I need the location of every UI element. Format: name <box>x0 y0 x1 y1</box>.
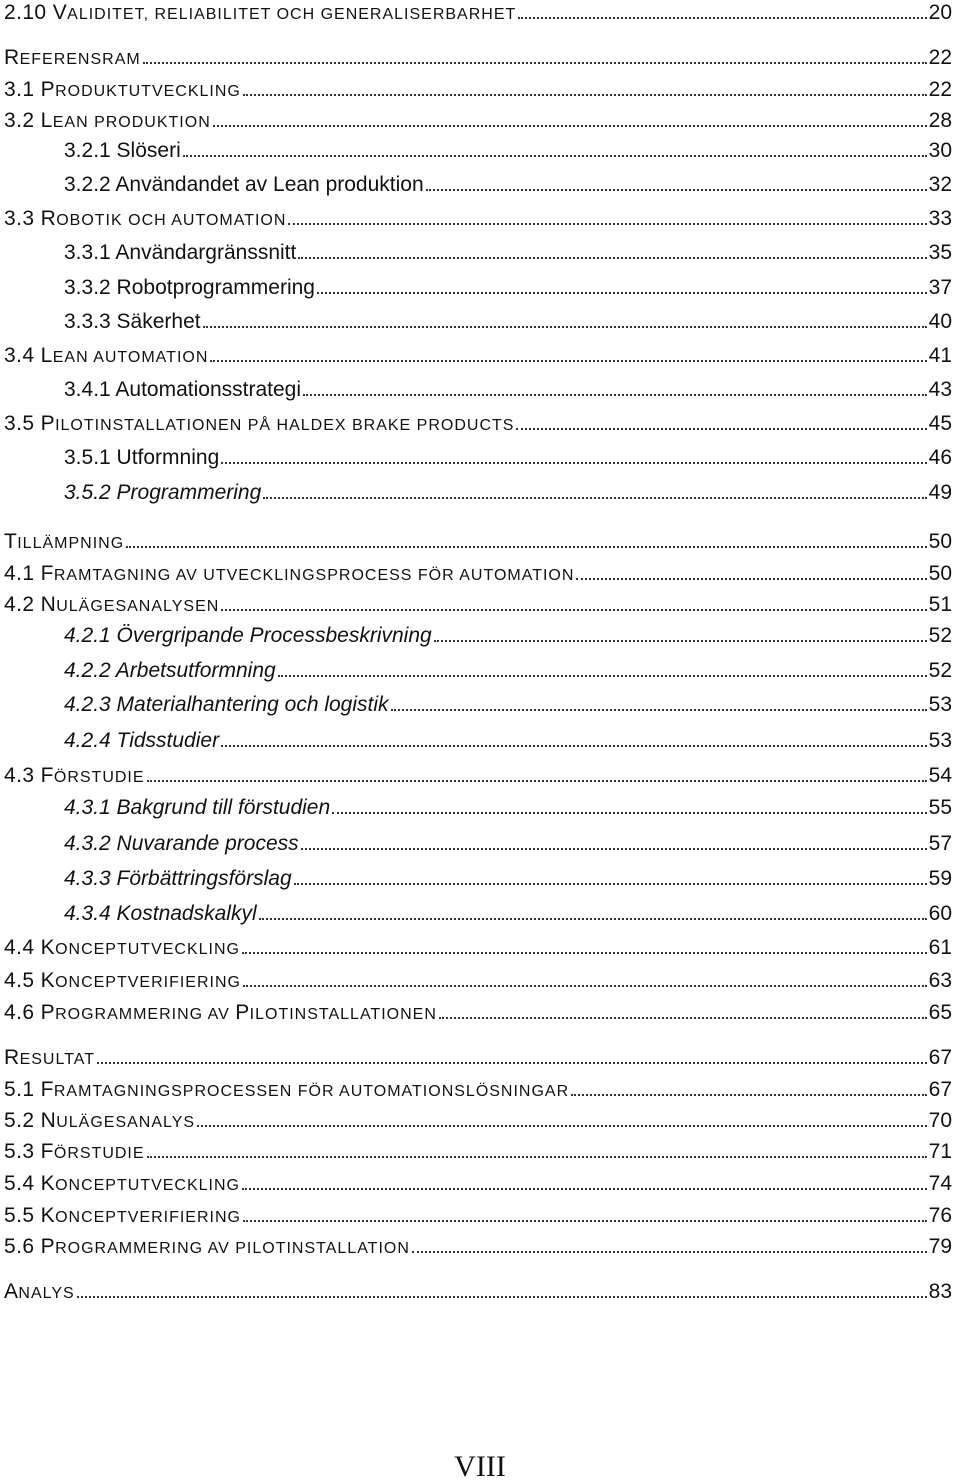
toc-entry-number: 5.6 <box>4 1235 41 1258</box>
dot-leader <box>143 62 927 64</box>
toc-entry-label <box>64 482 261 503</box>
toc-entry-initial: P <box>40 78 56 101</box>
toc-entry-label <box>4 1047 95 1068</box>
toc-entry-number: 3.4 <box>4 344 41 367</box>
toc-entry-title: Förbättringsförslag <box>116 867 292 890</box>
toc-entry-number: 3.3 <box>4 207 41 230</box>
toc-entry-number: 4.6 <box>4 1001 41 1024</box>
toc-entry-number: 4.3 <box>4 764 41 787</box>
toc-entry-label <box>4 345 208 366</box>
toc-entry-number: 4.2.1 <box>64 624 117 647</box>
toc-entry-page: 45 <box>928 412 952 435</box>
toc-entry-initial: K <box>40 936 56 959</box>
toc-entry-number: 5.5 <box>4 1204 41 1227</box>
dot-leader <box>412 1251 927 1253</box>
toc-entry-title: EAN AUTOMATION <box>52 349 209 366</box>
dot-leader <box>203 326 927 328</box>
toc-entry[interactable] <box>64 625 952 646</box>
toc-entry[interactable] <box>4 1047 952 1068</box>
toc-entry-number: 3.3.3 <box>64 310 117 333</box>
toc-entry-initial: P <box>235 1001 250 1024</box>
dot-leader <box>332 812 926 814</box>
toc-entry-label <box>4 594 219 615</box>
toc-entry-number: 3.2.2 <box>64 173 116 196</box>
toc-entry-label <box>64 379 301 400</box>
toc-entry-title: ONCEPTVERIFIERING <box>55 974 241 991</box>
toc-entry[interactable] <box>4 110 952 131</box>
toc-entry[interactable] <box>4 970 952 991</box>
toc-entry[interactable] <box>64 311 952 332</box>
toc-entry-page: 54 <box>928 764 952 787</box>
toc-entry-label <box>64 242 296 263</box>
toc-entry-title: OBOTIK OCH AUTOMATION <box>56 212 287 229</box>
toc-entry-page: 22 <box>928 78 952 101</box>
toc-entry-title: ULÄGESANALYS <box>56 1114 196 1131</box>
toc-entry-page: 83 <box>928 1280 952 1303</box>
dot-leader <box>213 125 927 127</box>
toc-entry[interactable] <box>4 937 952 958</box>
toc-entry-page: 20 <box>928 1 952 24</box>
toc-entry-label <box>64 311 201 332</box>
toc-entry[interactable] <box>4 345 952 366</box>
toc-entry-title: ONCEPTVERIFIERING <box>55 1209 241 1226</box>
toc-entry-title: ONCEPTUTVECKLING <box>55 941 240 958</box>
toc-entry-page: 76 <box>928 1204 952 1227</box>
toc-entry-initial: N <box>40 593 57 616</box>
toc-entry-label <box>4 47 141 68</box>
toc-entry-page: 63 <box>928 969 952 992</box>
toc-entry-label <box>64 903 257 924</box>
dot-leader <box>242 1188 927 1190</box>
toc-entry-title: RAMTAGNING AV UTVECKLINGSPROCESS FÖR AUTOMATION <box>53 567 575 584</box>
dot-leader <box>288 223 926 225</box>
toc-entry-number: 4.5 <box>4 969 41 992</box>
toc-entry-initial: P <box>40 412 56 435</box>
toc-entry-number: 4.2 <box>4 593 41 616</box>
dot-leader <box>518 17 926 19</box>
dot-leader <box>210 360 926 362</box>
toc-entry-number: 3.5.1 <box>64 446 117 469</box>
toc-entry-page: 40 <box>928 310 952 333</box>
toc-entry-page: 74 <box>928 1172 952 1195</box>
toc-entry[interactable] <box>4 765 952 786</box>
toc-entry-initial: L <box>40 344 53 367</box>
toc-entry-title: ÖRSTUDIE <box>53 769 145 786</box>
toc-entry-number: 5.1 <box>4 1078 41 1101</box>
toc-entry-title: Utformning <box>116 446 220 469</box>
toc-entry-title: ILOTINSTALLATIONEN PÅ HALDEX BRAKE PRODUCTS <box>55 417 515 434</box>
toc-entry-label <box>4 563 574 584</box>
toc-entry-page: 57 <box>928 832 952 855</box>
toc-entry-page: 71 <box>928 1140 952 1163</box>
toc-entry-initial: K <box>40 1204 56 1227</box>
toc-entry-page: 35 <box>928 241 952 264</box>
toc-entry-title: ALIDITET, RELIABILITET OCH GENERALISERBARHET <box>67 6 517 23</box>
toc-entry[interactable] <box>64 868 952 889</box>
toc-entry[interactable] <box>64 730 952 751</box>
toc-entry[interactable] <box>4 1079 952 1100</box>
toc-entry-title: ONCEPTUTVECKLING <box>55 1177 240 1194</box>
toc-entry-initial: P <box>40 1235 56 1258</box>
toc-entry-page: 67 <box>928 1078 952 1101</box>
toc-entry-label <box>4 2 516 23</box>
toc-entry-number: 4.2.4 <box>64 729 117 752</box>
toc-entry-label <box>4 1079 569 1100</box>
toc-entry-page: 53 <box>928 729 952 752</box>
dot-leader <box>243 985 927 987</box>
toc-entry-page: 33 <box>928 207 952 230</box>
dot-leader <box>97 1062 927 1064</box>
toc-entry-page: 41 <box>928 344 952 367</box>
toc-entry-title: Programmering <box>116 481 262 504</box>
dot-leader <box>278 675 927 677</box>
toc-entry[interactable] <box>4 1110 952 1131</box>
toc-entry[interactable] <box>64 174 952 195</box>
toc-entry-label <box>64 833 299 854</box>
toc-entry-initial: F <box>40 1140 54 1163</box>
toc-entry-number: 4.4 <box>4 936 41 959</box>
dot-leader <box>263 497 926 499</box>
toc-entry-page: 55 <box>928 796 952 819</box>
toc-entry-title: Kostnadskalkyl <box>116 902 257 925</box>
toc-entry-number: 4.3.4 <box>64 902 117 925</box>
dot-leader <box>576 578 926 580</box>
toc-entry-initial: F <box>40 562 54 585</box>
toc-entry-page: 52 <box>928 659 952 682</box>
toc-entry-number: 3.1 <box>4 78 41 101</box>
toc-entry-initial: F <box>40 764 54 787</box>
toc-entry-title: RODUKTUTVECKLING <box>55 83 241 100</box>
toc-entry-title: Materialhantering och logistik <box>116 693 389 716</box>
toc-entry-number: 5.2 <box>4 1109 41 1132</box>
toc-entry-label <box>64 797 330 818</box>
toc-entry-title: Tidsstudier <box>116 729 220 752</box>
toc-entry-title: ÖRSTUDIE <box>53 1145 145 1162</box>
toc-entry-page: 51 <box>928 593 952 616</box>
toc-entry-label <box>4 413 514 434</box>
toc-entry[interactable] <box>64 242 952 263</box>
dot-leader <box>294 883 927 885</box>
dot-leader <box>426 189 927 191</box>
dot-leader <box>259 918 927 920</box>
dot-leader <box>221 462 926 464</box>
toc-entry-title: ILOTINSTALLATIONEN <box>249 1006 437 1023</box>
dot-leader <box>434 640 927 642</box>
toc-entry-title: Användargränssnitt <box>115 241 297 264</box>
toc-entry-page: 46 <box>928 446 952 469</box>
toc-entry-initial: K <box>40 969 56 992</box>
dot-leader <box>221 609 926 611</box>
toc-entry-title: ULÄGESANALYSEN <box>56 598 220 615</box>
toc-entry-title: RAMTAGNINGSPROCESSEN FÖR AUTOMATIONSLÖSNINGAR <box>53 1083 570 1100</box>
toc-entry-number: 4.1 <box>4 562 41 585</box>
toc-entry-number: 4.3.2 <box>64 832 117 855</box>
toc-entry-page: 61 <box>928 936 952 959</box>
toc-entry[interactable] <box>4 1236 952 1257</box>
toc-entry-label <box>64 447 219 468</box>
toc-entry-number: 3.3.2 <box>64 276 117 299</box>
toc-entry-label <box>64 694 389 715</box>
toc-entry[interactable] <box>64 140 952 161</box>
toc-entry-page: 53 <box>928 693 952 716</box>
toc-entry-page: 28 <box>928 109 952 132</box>
toc-entry-number: 3.4.1 <box>64 378 116 401</box>
toc-entry-number: 4.3.3 <box>64 867 117 890</box>
toc-entry-label <box>64 660 276 681</box>
toc-entry[interactable] <box>64 277 952 298</box>
toc-entry-page: 49 <box>928 481 952 504</box>
toc-entry[interactable] <box>4 47 952 68</box>
toc-entry[interactable] <box>4 594 952 615</box>
dot-leader <box>243 94 927 96</box>
toc-entry-initial: K <box>40 1172 56 1195</box>
dot-leader <box>126 546 926 548</box>
toc-entry-page: 70 <box>928 1109 952 1132</box>
toc-entry-label <box>4 1236 410 1257</box>
toc-entry-label <box>64 730 219 751</box>
toc-entry-title: Slöseri <box>116 139 181 162</box>
toc-entry[interactable] <box>4 79 952 100</box>
toc-entry[interactable] <box>4 208 952 229</box>
toc-entry[interactable] <box>4 531 952 552</box>
dot-leader <box>147 780 927 782</box>
toc-entry[interactable] <box>64 379 952 400</box>
toc-entry-initial: R <box>40 207 57 230</box>
toc-entry-initial: N <box>40 1109 57 1132</box>
toc-entry-title: ROGRAMMERING AV <box>55 1006 236 1023</box>
toc-entry-page: 67 <box>928 1046 952 1069</box>
toc-entry-title: Bakgrund till förstudien <box>116 796 331 819</box>
toc-entry-label <box>4 1002 437 1023</box>
dot-leader <box>183 155 927 157</box>
toc-entry-page: 50 <box>928 530 952 553</box>
toc-entry-title: Nuvarande process <box>116 832 299 855</box>
toc-entry[interactable] <box>64 482 952 503</box>
toc-entry[interactable] <box>4 563 952 584</box>
toc-entry-initial: A <box>4 1280 19 1303</box>
toc-entry-initial: R <box>4 46 20 69</box>
toc-entry-label <box>4 937 240 958</box>
toc-entry-number: 3.3.1 <box>64 241 116 264</box>
toc-entry[interactable] <box>64 694 952 715</box>
toc-entry-label <box>64 140 181 161</box>
toc-entry[interactable] <box>4 2 952 23</box>
toc-entry-title: ESULTAT <box>19 1051 96 1068</box>
toc-entry-page: 30 <box>928 139 952 162</box>
toc-entry[interactable] <box>64 903 952 924</box>
toc-entry-initial: F <box>40 1078 54 1101</box>
toc-entry-title: Säkerhet <box>116 310 201 333</box>
toc-entry-title: EFERENSRAM <box>19 51 141 68</box>
toc-entry-page: 52 <box>928 624 952 647</box>
toc-entry-title: Användandet av Lean produktion <box>115 173 424 196</box>
toc-entry[interactable] <box>64 833 952 854</box>
toc-entry-label <box>4 1173 240 1194</box>
toc-entry-title: EAN PRODUKTION <box>52 114 211 131</box>
toc-entry-page: 79 <box>928 1235 952 1258</box>
dot-leader <box>303 394 927 396</box>
toc-entry-title: ILLÄMPNING <box>17 535 125 552</box>
toc-entry[interactable] <box>4 1002 952 1023</box>
toc-entry[interactable] <box>4 1141 952 1162</box>
toc-entry[interactable] <box>64 797 952 818</box>
toc-entry-page: 32 <box>928 173 952 196</box>
toc-entry-title: NALYS <box>18 1285 75 1302</box>
toc-entry-number: 4.2.2 <box>64 659 116 682</box>
dot-leader <box>242 952 927 954</box>
dot-leader <box>298 257 926 259</box>
toc-entry[interactable] <box>4 413 952 434</box>
page-number: VIII <box>454 1450 506 1483</box>
dot-leader <box>147 1156 927 1158</box>
toc-entry-label <box>4 970 241 991</box>
toc-entry-page: 50 <box>928 562 952 585</box>
toc-entry-label <box>4 1281 75 1302</box>
toc-entry[interactable] <box>4 1173 952 1194</box>
toc-entry-initial: L <box>40 109 53 132</box>
toc-entry-initial: R <box>4 1046 20 1069</box>
toc-entry-label <box>64 174 424 195</box>
toc-entry-label <box>64 625 432 646</box>
toc-entry-page: 37 <box>928 276 952 299</box>
toc-entry-number: 3.2 <box>4 109 41 132</box>
toc-entry-page: 65 <box>928 1001 952 1024</box>
toc-entry-number: 5.4 <box>4 1172 41 1195</box>
toc-entry-initial: V <box>52 1 68 24</box>
toc-entry-title: ROGRAMMERING AV PILOTINSTALLATION <box>55 1240 410 1257</box>
dot-leader <box>301 848 927 850</box>
toc-entry-label <box>64 277 315 298</box>
toc-entry-number: 3.5 <box>4 412 41 435</box>
toc-entry[interactable] <box>4 1281 952 1302</box>
toc-entry-page: 43 <box>928 378 952 401</box>
toc-entry[interactable] <box>64 447 952 468</box>
toc-entry-title: Övergripande Processbeskrivning <box>116 624 432 647</box>
toc-entry-number: 4.2.3 <box>64 693 117 716</box>
dot-leader <box>317 292 927 294</box>
dot-leader <box>221 745 927 747</box>
toc-entry-number: 5.3 <box>4 1140 41 1163</box>
toc-entry-label <box>4 79 241 100</box>
toc-entry-label <box>4 1110 195 1131</box>
dot-leader <box>77 1296 927 1298</box>
toc-entry-page: 60 <box>928 902 952 925</box>
toc-entry-number: 3.5.2 <box>64 481 117 504</box>
dot-leader <box>571 1094 926 1096</box>
toc-entry-initial: T <box>4 530 18 553</box>
dot-leader <box>391 709 927 711</box>
toc-entry-label <box>4 765 145 786</box>
toc-entry-title: Robotprogrammering <box>116 276 315 299</box>
toc-entry-label <box>64 868 292 889</box>
toc-entry-number: 4.3.1 <box>64 796 117 819</box>
toc-entry-label <box>4 110 211 131</box>
toc-entry-page: 22 <box>928 46 952 69</box>
toc-entry-number: 3.2.1 <box>64 139 117 162</box>
toc-entry-label <box>4 208 286 229</box>
toc-entry[interactable] <box>4 1205 952 1226</box>
toc-entry-label <box>4 531 124 552</box>
toc-entry[interactable] <box>64 660 952 681</box>
toc-entry-title: Arbetsutformning <box>115 659 276 682</box>
toc-entry-initial: P <box>40 1001 56 1024</box>
dot-leader <box>197 1125 927 1127</box>
toc-entry-label <box>4 1141 145 1162</box>
dot-leader <box>516 428 926 430</box>
dot-leader <box>439 1017 927 1019</box>
toc-entry-number: 2.10 <box>4 1 53 24</box>
toc-entry-label <box>4 1205 241 1226</box>
dot-leader <box>243 1220 927 1222</box>
toc-entry-page: 59 <box>928 867 952 890</box>
toc-entry-title: Automationsstrategi <box>115 378 301 401</box>
